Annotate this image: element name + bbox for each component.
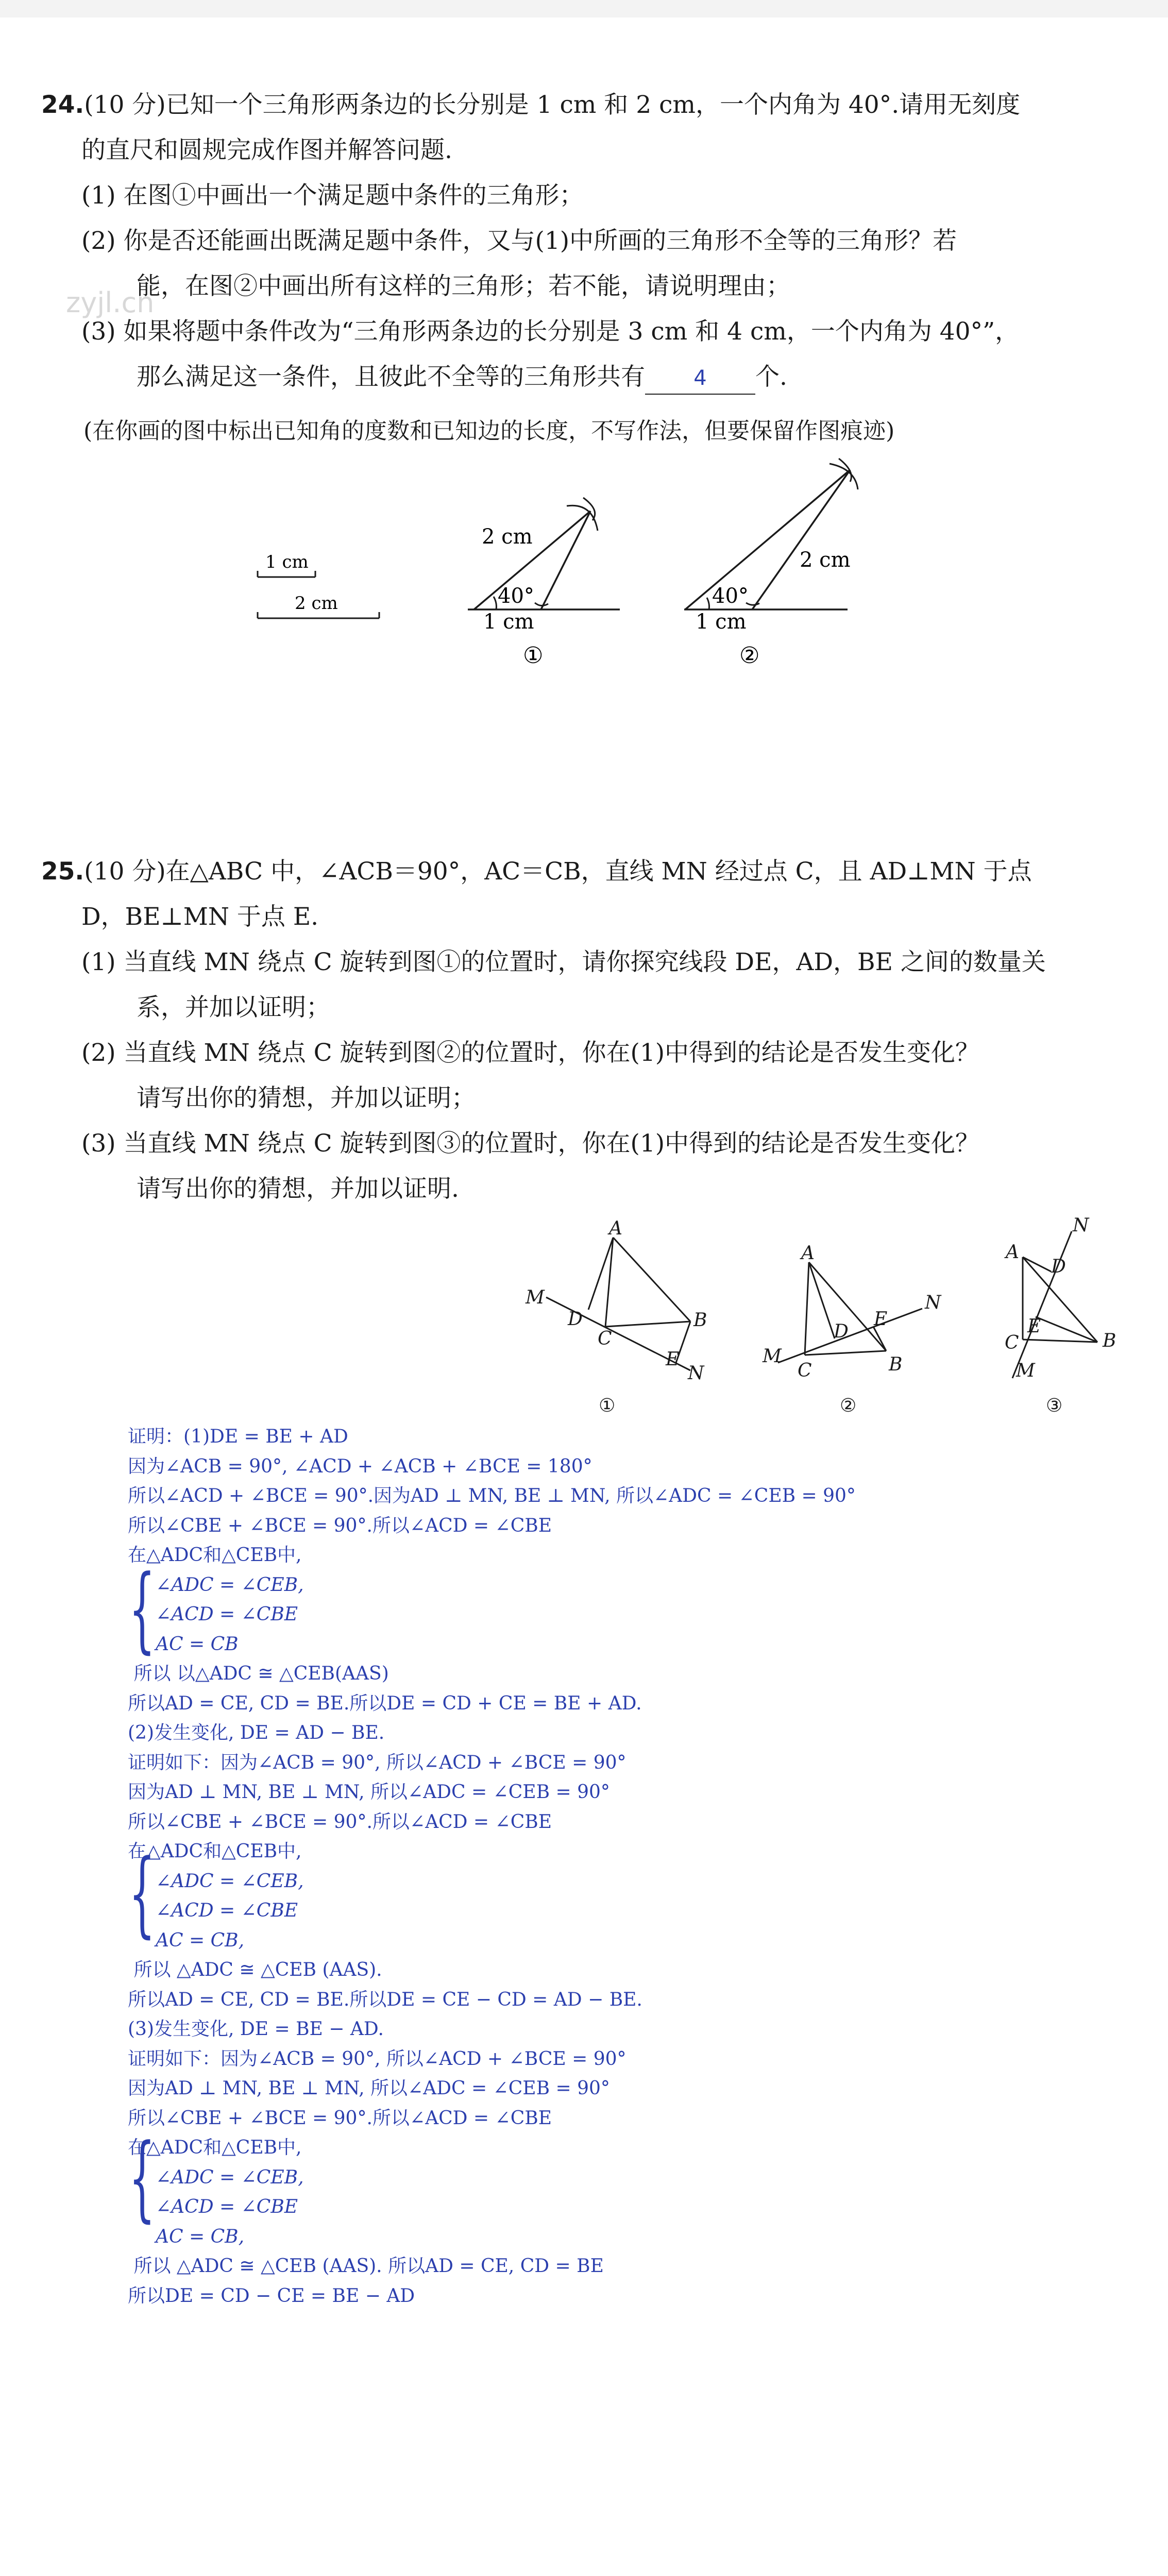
answer-line: ∠ADC = ∠CEB, [156,2166,304,2188]
svg-text:E: E [1027,1316,1041,1337]
answer-line: 因为AD ⊥ MN, BE ⊥ MN, 所以∠ADC = ∠CEB = 90° [128,1782,610,1803]
answer-line: ∠ADC = ∠CEB, [156,1870,304,1892]
q24-line2: 的直尺和圆规完成作图并解答问题. [81,136,452,164]
svg-text:N: N [1073,1216,1089,1236]
answer-line: (3)发生变化, DE = BE − AD. [128,2019,384,2040]
fig1-side-label: 2 cm [482,525,533,549]
svg-text:D: D [1051,1256,1066,1277]
q25-line1: 25.(10 分)在△ABC 中，∠ACB＝90°，AC＝CB，直线 MN 经过点 C，且 AD⊥MN 于点 [41,857,1032,886]
top-band [0,0,1168,18]
svg-text:B: B [889,1354,903,1375]
answer-line: ∠ACD = ∠CBE [156,1900,298,1921]
answer-block [128,1422,1107,2311]
answer-line: AC = CB, [156,1929,245,1951]
condition-brace-1: { [129,1555,156,1663]
answer-line: 在△ADC和△CEB中, [128,1545,302,1566]
answer-line: 所以 △ADC ≅ △CEB (AAS). [128,1959,382,1980]
svg-text:M: M [526,1287,545,1308]
fig2-angle-label: 40° [712,584,749,608]
answer-line: 所以 以△ADC ≅ △CEB(AAS) [128,1663,389,1684]
answer-line: AC = CB, [156,2226,245,2247]
svg-text:N: N [688,1363,704,1384]
fig2-triangle [684,459,858,669]
q25-fig3 [1004,1216,1116,1416]
given-segment-1cm [258,552,315,577]
answer-line: ∠ADC = ∠CEB, [156,1574,304,1596]
answer-line: 所以 △ADC ≅ △CEB (AAS). 所以AD = CE, CD = BE [128,2256,604,2277]
svg-text:N: N [925,1292,941,1313]
svg-text:B: B [1103,1330,1116,1351]
q25-sub3a: (3) 当直线 MN 绕点 C 旋转到图③的位置时，你在(1)中得到的结论是否发生变化？ [81,1129,980,1158]
svg-text:C: C [1005,1332,1019,1353]
q25-sub1b: 系，并加以证明； [137,993,330,1022]
answer-line: ∠ACD = ∠CBE [156,1604,298,1625]
answer-line: 所以AD = CE, CD = BE.所以DE = CD + CE = BE + AD. [128,1692,642,1714]
answer-line: 所以DE = CD − CE = BE − AD [128,2285,415,2307]
answer-line: 所以∠CBE + ∠BCE = 90°.所以∠ACD = ∠CBE [128,2107,552,2129]
svg-text:A: A [1006,1242,1019,1263]
answer-line: 在△ADC和△CEB中, [128,1841,302,1862]
q24-figure [237,453,907,680]
answer-line: 所以∠ACD + ∠BCE = 90°.因为AD ⊥ MN, BE ⊥ MN, 所以∠ADC = ∠CEB = 90° [128,1485,856,1506]
seg2-label: 2 cm [295,593,338,614]
svg-text:B: B [693,1310,707,1331]
answer-line: 证明：(1)DE = BE + AD [128,1426,348,1447]
answer-line: ∠ACD = ∠CBE [156,2196,298,2217]
answer-line: (2)发生变化, DE = AD − BE. [128,1722,385,1743]
svg-text:A: A [609,1218,622,1239]
q25-number: 25. [41,857,84,886]
svg-text:M: M [1016,1360,1035,1381]
fig1-base-label: 1 cm [483,610,534,634]
watermark: zyjl.cn [66,286,155,319]
answer-line: AC = CB [156,1633,239,1655]
answer-line: 所以∠CBE + ∠BCE = 90°.所以∠ACD = ∠CBE [128,1515,552,1536]
q25-sub3b: 请写出你的猜想，并加以证明. [137,1175,459,1203]
q25-sub1a: (1) 当直线 MN 绕点 C 旋转到图①的位置时，请你探究线段 DE，AD，BE 之间的数量关 [81,948,1046,976]
condition-brace-2: { [129,1840,156,1947]
q25-line2: D，BE⊥MN 于点 E. [81,903,319,931]
q24-line1: 24.(10 分)已知一个三角形两条边的长分别是 1 cm 和 2 cm，一个内角为 40°.请用无刻度 [41,91,1021,119]
svg-text:D: D [834,1321,849,1342]
fig1-angle-label: 40° [498,584,534,608]
condition-brace-3: { [129,2124,156,2232]
q25-figures [515,1216,1149,1422]
given-segment-2cm [258,593,379,618]
fig1-caption: ① [523,642,544,669]
svg-text:E: E [666,1349,680,1370]
svg-text:①: ① [599,1395,616,1416]
svg-text:C: C [798,1360,812,1381]
q24-sub2b: 能，在图②中画出所有这样的三角形；若不能，请说明理由； [137,272,790,300]
answer-line: 因为∠ACB = 90°, ∠ACD + ∠ACB + ∠BCE = 180° [128,1455,593,1477]
answer-line: 因为AD ⊥ MN, BE ⊥ MN, 所以∠ADC = ∠CEB = 90° [128,2078,610,2099]
fig2-caption: ② [739,642,760,669]
seg1-label: 1 cm [265,552,309,572]
answer-line: 证明如下：因为∠ACB = 90°, 所以∠ACD + ∠BCE = 90° [128,1752,627,1773]
q24-answer-blank: 4 [645,363,755,395]
answer-line: 证明如下：因为∠ACB = 90°, 所以∠ACD + ∠BCE = 90° [128,2048,627,2070]
q25-fig2 [762,1243,942,1416]
q24-number: 24. [41,91,84,119]
fig1-triangle [468,498,620,669]
q25-sub2a: (2) 当直线 MN 绕点 C 旋转到图②的位置时，你在(1)中得到的结论是否发生变化？ [81,1039,980,1067]
q25-sub2b: 请写出你的猜想，并加以证明； [137,1084,476,1112]
svg-text:A: A [801,1243,815,1264]
q24-sub3a: (3) 如果将题中条件改为“三角形两条边的长分别是 3 cm 和 4 cm，一个内角为 40°”， [81,317,1020,346]
svg-text:C: C [598,1328,612,1349]
q24-note: (在你画的图中标出已知角的度数和已知边的长度，不写作法，但要保留作图痕迹) [83,418,895,444]
q24-sub2a: (2) 你是否还能画出既满足题中条件，又与(1)中所画的三角形不全等的三角形？若 [81,227,957,255]
fig2-base-label: 1 cm [696,610,747,634]
answer-line: 在△ADC和△CEB中, [128,2137,302,2158]
q24-sub1: (1) 在图①中画出一个满足题中条件的三角形； [81,181,584,210]
answer-line: 所以AD = CE, CD = BE.所以DE = CE − CD = AD − BE. [128,1989,642,2010]
answer-line: 所以∠CBE + ∠BCE = 90°.所以∠ACD = ∠CBE [128,1811,552,1833]
svg-text:E: E [874,1309,888,1330]
svg-text:D: D [568,1309,583,1330]
q25-fig1 [525,1218,707,1416]
q24-sub3b: 那么满足这一条件，且彼此不全等的三角形共有 4 个. [137,354,787,400]
svg-text:M: M [763,1346,782,1367]
svg-text:③: ③ [1046,1395,1063,1416]
fig2-side-label: 2 cm [800,548,851,572]
svg-text:②: ② [840,1395,857,1416]
